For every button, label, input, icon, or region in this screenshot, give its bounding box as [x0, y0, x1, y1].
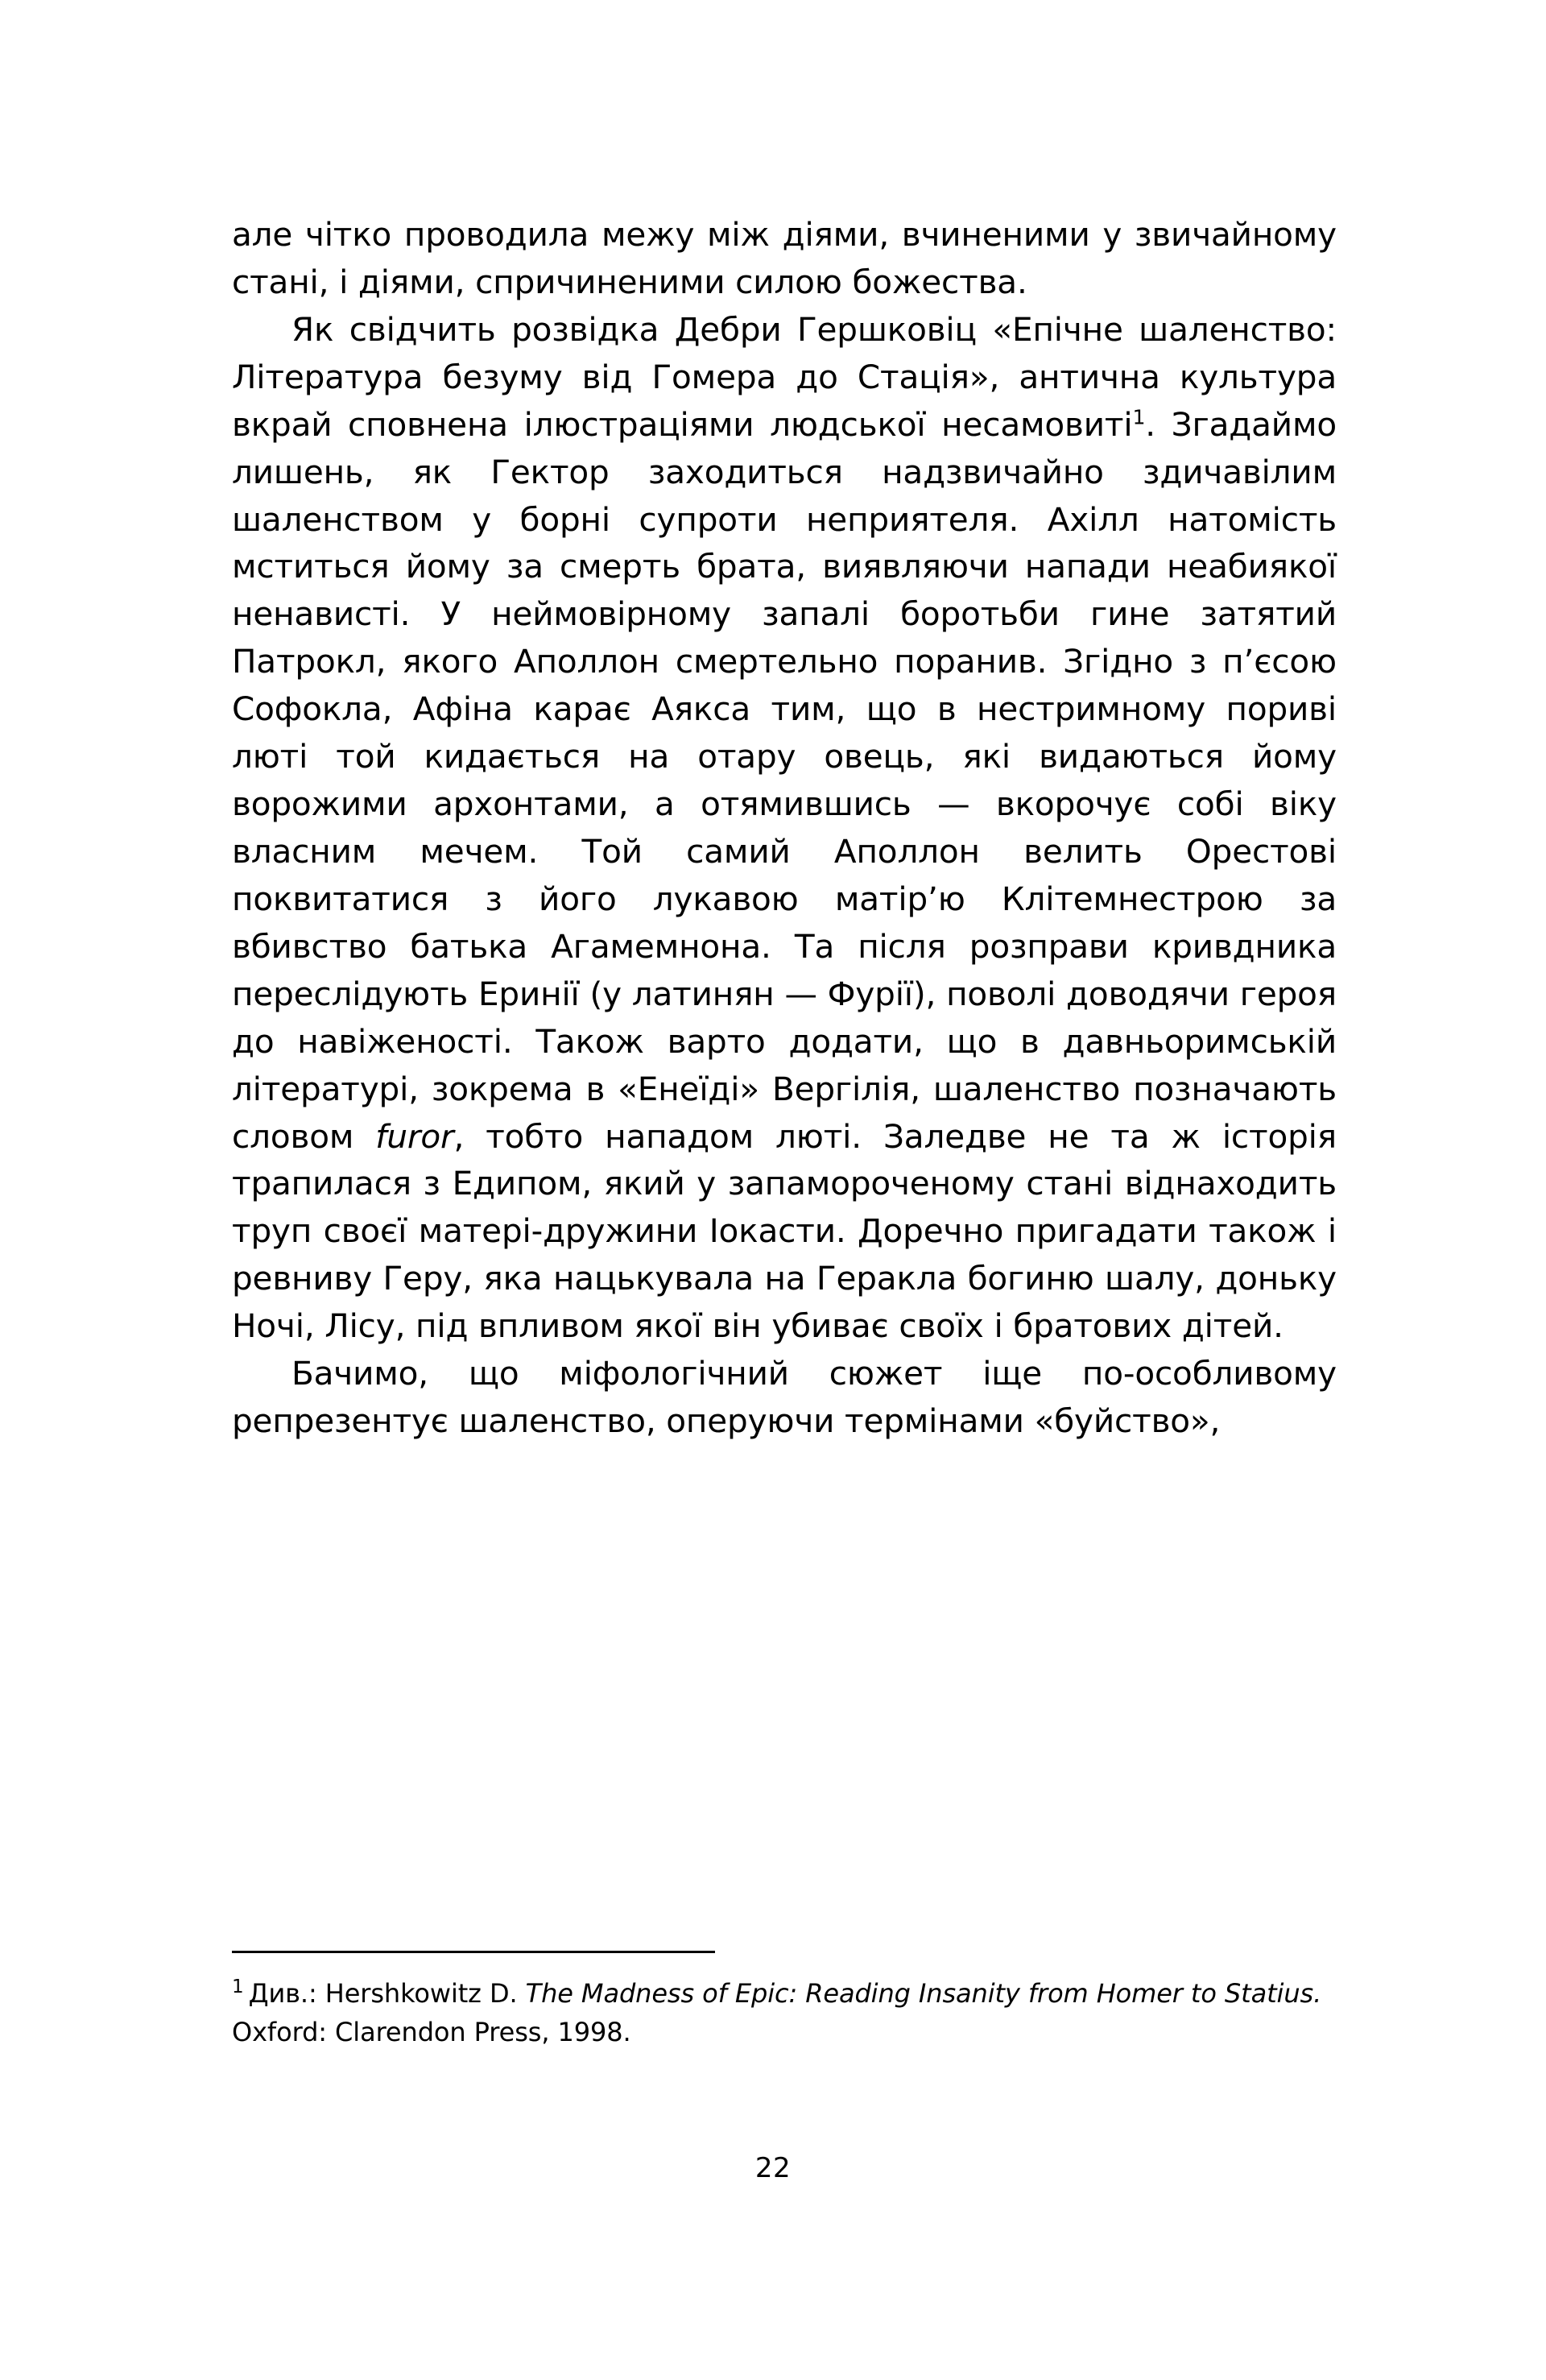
footnote-separator-rule	[232, 1951, 715, 1953]
footnote-marker: 1	[232, 1976, 244, 1998]
paragraph-continued: але чітко проводила межу між діями, вчиненими у звичайному стані, і діями, спричиненими силою божества.	[232, 215, 1337, 301]
footnote-entry	[232, 1974, 1337, 2051]
paragraph-hershkowitz: Як свідчить розвідка Дебри Гершковіц «Епічне шаленство: Література безуму від Гомера до Стація», антична культура вкрай сповнена ілюстраціями людської несамовиті$^1$. Згадаймо лишень, як Гектор заходиться надзвичайно здичавілим шаленством у борні супроти неприятеля. Ахілл натомість мститься йому за смерть брата, виявляючи напади неабиякої ненависті. У неймовірному запалі боротьби гине затятий Патрокл, якого Аполлон смертельно поранив. Згідно з п’єсою Софокла, Афіна карає Аякса тим, що в нестримному пориві люті той кидається на отару овець, які видаються йому ворожими архонтами, а отямившись — вкорочує собі віку власним мечем. Той самий Аполлон велить Орестові поквитатися з його лукавою матір’ю Клітемнестрою за вбивство батька Агамемнона. Та після розправи кривдника переслідують Еринії (у латинян — Фурії), поволі доводячи героя до навіженості. Також варто додати, що в давньоримській літературі, зокрема в «Енеїді» Вергілія, шаленство позначають словом furor, тобто нападом люті. Заледве не та ж історія трапилася з Едипом, який у запамороченому стані віднаходить труп своєї матері-дружини Іокасти. Доречно пригадати також і ревниву Геру, яка нацькувала на Геракла богиню шалу, доньку Ночі, Лісу, під впливом якої він убиває своїх і братових дітей.	[232, 309, 1337, 1346]
paragraph-conclusion: Бачимо, що міфологічний сюжет іще по-особливому репрезентує шаленство, оперуючи термінами «буйство»,	[232, 1354, 1337, 1441]
footnote-text: Див.: Hershkowitz D. The Madness of Epic: Reading Insanity from Homer to Statius. Oxford: Clarendon Press, 1998.	[232, 1978, 1322, 2047]
body-text-column	[232, 211, 1337, 1445]
page-number: 22	[754, 2152, 792, 2184]
footnote-area	[232, 1951, 1337, 2051]
